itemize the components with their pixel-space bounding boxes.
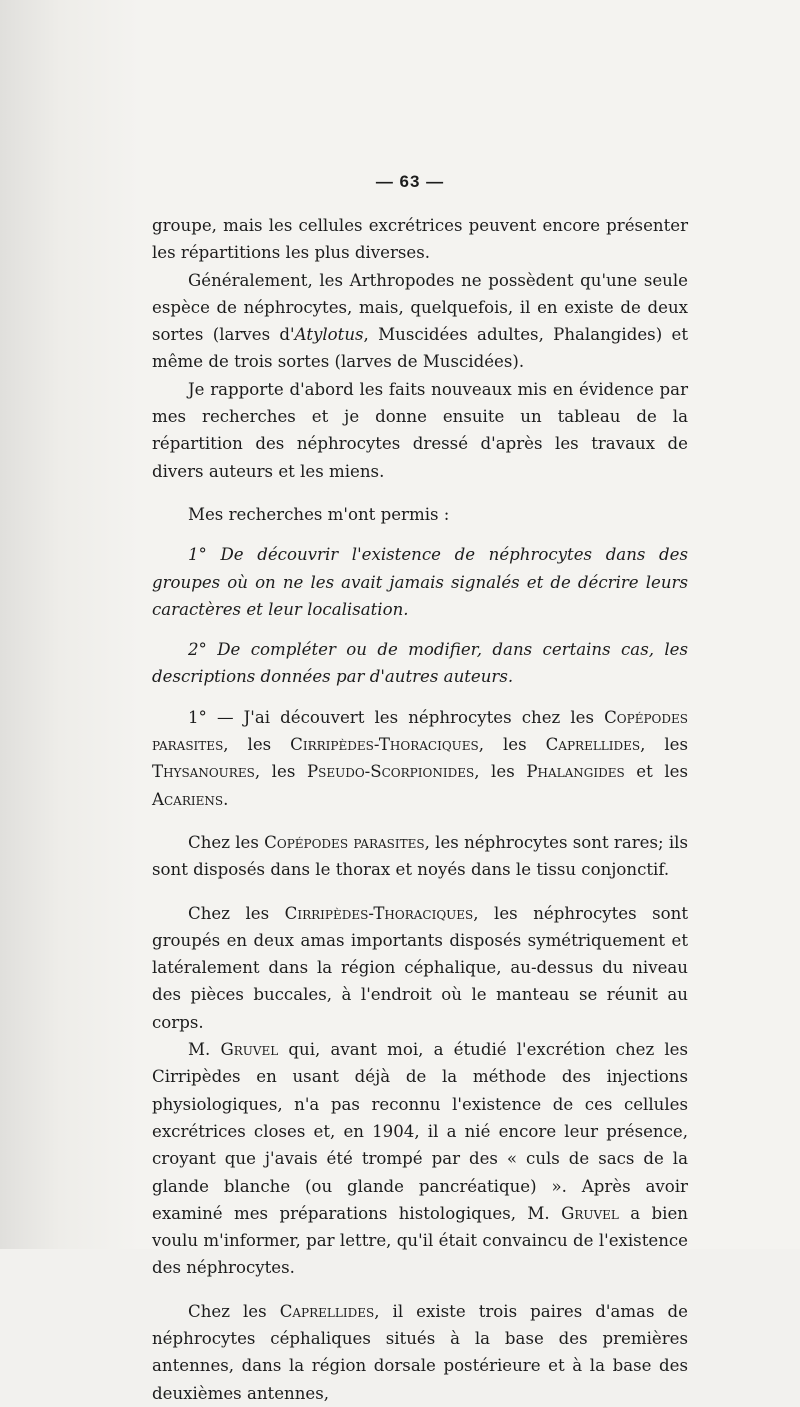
small-caps-term: Acariens [152, 789, 224, 809]
text-run: et les [624, 762, 689, 782]
text-run: , Muscidées adultes, Phalangides) et même de trois sortes (larves de Muscidées). [152, 325, 688, 372]
small-caps-term: Copépodes parasites [152, 707, 688, 755]
small-caps-name: Gruvel [561, 1203, 619, 1223]
text-run: , les néphrocytes sont groupés en deux amas importants disposés symétriquement et latéralement dans la région céphalique, au-dessus du niveau des pièces buccales, à l'endroit où le manteau se réunit au corps. [152, 903, 689, 1032]
text-run: M. [188, 1040, 221, 1060]
text-run: , il existe trois paires d'amas de néphrocytes céphaliques situés à la base des premières antennes, dans la région dorsale postérieure et à la base des deuxièmes antennes, [152, 1301, 689, 1403]
small-caps-name: Gruvel [220, 1040, 279, 1060]
small-caps-term: Copépodes parasites [264, 832, 425, 852]
text-run: . [223, 789, 229, 809]
paragraph [152, 1036, 688, 1282]
body-text [152, 212, 688, 1407]
text-run: Chez les [188, 832, 265, 852]
text-run: , les [254, 762, 307, 782]
paragraph [152, 900, 688, 1036]
text-run: 1° — J'ai découvert les néphrocytes chez les [188, 707, 605, 727]
text-run: , les [478, 735, 546, 755]
text-run: , les [474, 762, 527, 782]
italic-term: Atylotus [294, 325, 364, 345]
italic-paragraph: 1° De découvrir l'existence de néphrocytes dans des groupes où on ne les avait jamais signalés et de décrire leurs caractères et leur localisation. [152, 545, 688, 619]
text-run: , les néphrocytes sont rares; ils sont disposés dans le thorax et noyés dans le tissu conjonctif. [152, 832, 688, 880]
paragraph: Je rapporte d'abord les faits nouveaux mis en évidence par mes recherches et je donne ensuite un tableau de la répartition des néphrocytes dressé d'après les travaux de divers auteurs et les miens. [152, 379, 688, 481]
small-caps-term: Thysanoures [152, 762, 255, 782]
text-run: Généralement, les Arthropodes ne possèdent qu'une seule espèce de néphrocytes, mais, quelquefois, il en existe de deux sortes (larves d' [152, 270, 688, 345]
paragraph: Mes recherches m'ont permis : [188, 504, 450, 524]
paragraph [152, 267, 688, 376]
small-caps-term: Phalangides [526, 762, 625, 782]
small-caps-term: Caprellides [279, 1301, 375, 1321]
text-run: a bien voulu m'informer, par lettre, qu'il était convaincu de l'existence des néphrocytes. [152, 1203, 688, 1278]
small-caps-term: Pseudo-Scorpionides [306, 762, 475, 782]
text-run: qui, avant moi, a étudié l'excrétion chez les Cirripèdes en usant déjà de la méthode des injections physiologiques, n'a pas reconnu l'existence de ces cellules excrétrices closes et, en 1904, il a nié encore leur présence, croyant que j'avais été trompé par des « culs de sacs de la glande blanche (ou glande pancréatique) ». Après avoir examiné mes préparations histologiques, M. [152, 1040, 688, 1223]
paragraph: groupe, mais les cellules excrétrices peuvent encore présenter les répartitions les plus diverses. [152, 216, 688, 263]
page-number: — 63 — [375, 172, 445, 191]
small-caps-term: Cirripèdes-Thoraciques [284, 903, 474, 923]
small-caps-term: Cirripèdes-Thoraciques [290, 735, 479, 755]
italic-paragraph: 2° De compléter ou de modifier, dans certains cas, les descriptions données par d'autres auteurs. [152, 640, 688, 687]
paragraph [152, 704, 688, 813]
text-run: Chez les [188, 1301, 280, 1321]
text-run: , les [640, 735, 689, 755]
small-caps-term: Caprellides [545, 735, 641, 755]
text-run: Chez les [188, 903, 285, 923]
text-run: , les [223, 735, 291, 755]
paragraph [152, 829, 688, 884]
paragraph [152, 1298, 688, 1407]
